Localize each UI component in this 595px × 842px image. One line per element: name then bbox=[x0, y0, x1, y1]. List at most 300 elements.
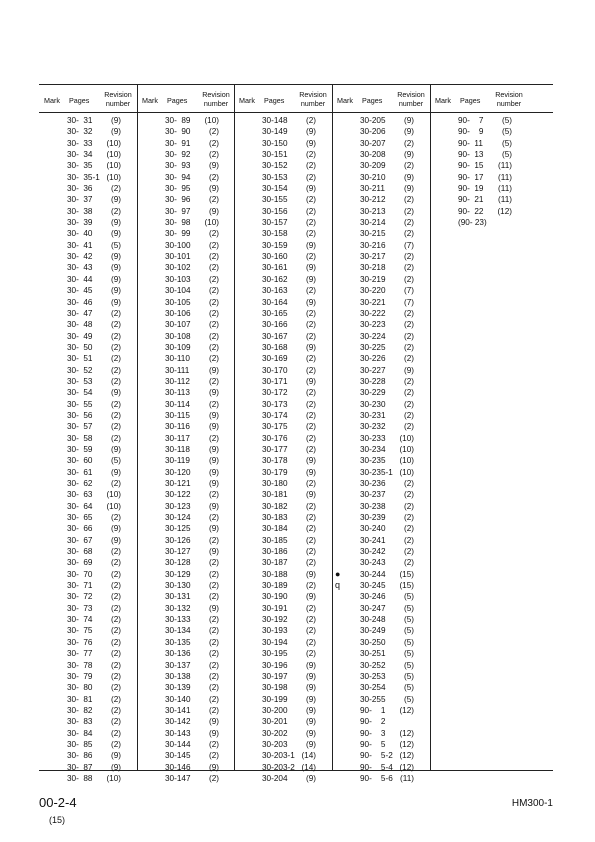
row-revision: (9) bbox=[110, 762, 121, 772]
row-revision: (5) bbox=[403, 660, 414, 670]
row-revision: (10) bbox=[106, 490, 121, 500]
row-page: 30-154 bbox=[262, 184, 288, 194]
table-row bbox=[137, 240, 235, 251]
row-page: 30-195 bbox=[262, 649, 288, 659]
row-revision: (12) bbox=[399, 751, 414, 761]
row-page: 30-156 bbox=[262, 206, 288, 216]
row-revision: (9) bbox=[208, 365, 219, 375]
table-row bbox=[137, 433, 235, 444]
row-page: 30- 49 bbox=[67, 331, 93, 341]
table-row bbox=[234, 240, 332, 251]
table-row bbox=[39, 194, 137, 205]
table-row bbox=[39, 172, 137, 183]
row-page: 30- 99 bbox=[165, 229, 191, 239]
row-page: 30-147 bbox=[165, 773, 191, 783]
table-row bbox=[332, 728, 430, 739]
row-page: 30-230 bbox=[360, 399, 386, 409]
row-revision: (2) bbox=[403, 399, 414, 409]
row-revision: (2) bbox=[208, 376, 219, 386]
row-page: 30- 58 bbox=[67, 433, 93, 443]
row-revision: (9) bbox=[305, 184, 316, 194]
table-row bbox=[234, 183, 332, 194]
row-revision: (9) bbox=[305, 342, 316, 352]
row-revision: (9) bbox=[305, 240, 316, 250]
row-page: 30- 36 bbox=[67, 184, 93, 194]
row-revision: (2) bbox=[208, 240, 219, 250]
row-revision: (10) bbox=[204, 116, 219, 125]
table-row bbox=[332, 353, 430, 364]
row-revision: (2) bbox=[208, 354, 219, 364]
table-row bbox=[39, 750, 137, 761]
table-row bbox=[234, 194, 332, 205]
row-revision: (2) bbox=[110, 513, 121, 523]
table-row bbox=[234, 353, 332, 364]
row-page: 30-203-1 bbox=[262, 751, 295, 761]
row-revision: (2) bbox=[208, 513, 219, 523]
row-revision: (10) bbox=[106, 501, 121, 511]
table-row bbox=[137, 773, 235, 784]
table-row bbox=[137, 183, 235, 194]
row-page: 30-163 bbox=[262, 286, 288, 296]
table-row bbox=[137, 546, 235, 557]
row-revision: (2) bbox=[305, 513, 316, 523]
row-page: 30-151 bbox=[262, 150, 288, 160]
table-row bbox=[39, 297, 137, 308]
row-revision: (2) bbox=[208, 683, 219, 693]
table-row bbox=[234, 557, 332, 568]
table-row bbox=[234, 285, 332, 296]
table-row bbox=[39, 444, 137, 455]
row-page: 30-241 bbox=[360, 535, 386, 545]
row-page: 30-142 bbox=[165, 717, 191, 727]
row-revision: (2) bbox=[403, 320, 414, 330]
row-page: 90- 22 bbox=[458, 206, 484, 216]
row-revision: (9) bbox=[110, 297, 121, 307]
table-row bbox=[137, 217, 235, 228]
row-page: 30- 60 bbox=[67, 456, 93, 466]
table-row bbox=[234, 251, 332, 262]
row-revision: (2) bbox=[403, 342, 414, 352]
row-revision: (2) bbox=[208, 433, 219, 443]
row-revision: (9) bbox=[208, 603, 219, 613]
table-row bbox=[39, 728, 137, 739]
row-revision: (10) bbox=[399, 433, 414, 443]
row-revision: (2) bbox=[110, 342, 121, 352]
row-page: 30- 76 bbox=[67, 637, 93, 647]
row-revision: (5) bbox=[501, 127, 512, 137]
row-revision: (2) bbox=[305, 649, 316, 659]
row-page: 30-148 bbox=[262, 116, 288, 125]
table-row bbox=[332, 149, 430, 160]
row-revision: (9) bbox=[305, 717, 316, 727]
row-revision: (2) bbox=[305, 286, 316, 296]
table-row bbox=[332, 762, 430, 773]
row-page: 90- 7 bbox=[458, 116, 484, 125]
row-revision: (2) bbox=[208, 399, 219, 409]
table-row bbox=[137, 467, 235, 478]
row-page: 30-201 bbox=[262, 717, 288, 727]
row-revision: (2) bbox=[208, 569, 219, 579]
row-page: 30-137 bbox=[165, 660, 191, 670]
row-revision: (2) bbox=[403, 524, 414, 534]
table-row bbox=[39, 512, 137, 523]
table-row bbox=[332, 535, 430, 546]
row-revision: (10) bbox=[204, 218, 219, 228]
row-page: 30-178 bbox=[262, 456, 288, 466]
row-page: 30-184 bbox=[262, 524, 288, 534]
row-revision: (2) bbox=[403, 252, 414, 262]
table-row bbox=[137, 705, 235, 716]
row-page: 30- 68 bbox=[67, 547, 93, 557]
table-row bbox=[137, 591, 235, 602]
row-page: 30- 35 bbox=[67, 161, 93, 171]
table-row bbox=[137, 228, 235, 239]
row-revision: (2) bbox=[403, 513, 414, 523]
row-revision: (2) bbox=[110, 184, 121, 194]
table-row bbox=[137, 274, 235, 285]
row-revision: (9) bbox=[305, 569, 316, 579]
row-page: 30-255 bbox=[360, 694, 386, 704]
row-page: 30-129 bbox=[165, 569, 191, 579]
row-revision: (9) bbox=[110, 467, 121, 477]
table-row bbox=[137, 342, 235, 353]
row-revision: (9) bbox=[305, 728, 316, 738]
row-page: 30-228 bbox=[360, 376, 386, 386]
row-revision: (2) bbox=[403, 161, 414, 171]
row-page: 30-220 bbox=[360, 286, 386, 296]
row-revision: (2) bbox=[305, 252, 316, 262]
row-revision: (2) bbox=[208, 626, 219, 636]
row-page: 30- 35-1 bbox=[67, 172, 100, 182]
row-page: 30-183 bbox=[262, 513, 288, 523]
row-page: 30- 82 bbox=[67, 705, 93, 715]
row-page: 30-157 bbox=[262, 218, 288, 228]
row-revision: (2) bbox=[110, 422, 121, 432]
table-row bbox=[234, 399, 332, 410]
row-page: 30-229 bbox=[360, 388, 386, 398]
row-page: 30- 48 bbox=[67, 320, 93, 330]
row-page: 30-252 bbox=[360, 660, 386, 670]
row-page: 30- 65 bbox=[67, 513, 93, 523]
row-page: 30-126 bbox=[165, 535, 191, 545]
row-page: 30- 95 bbox=[165, 184, 191, 194]
table-row bbox=[234, 603, 332, 614]
row-page: 30-140 bbox=[165, 694, 191, 704]
table-row bbox=[137, 580, 235, 591]
footer-page-revision: (15) bbox=[49, 815, 66, 825]
table-row bbox=[332, 569, 430, 580]
table-row bbox=[39, 535, 137, 546]
row-page: 30- 78 bbox=[67, 660, 93, 670]
column-header bbox=[39, 84, 137, 112]
table-row bbox=[332, 557, 430, 568]
row-revision: (5) bbox=[403, 615, 414, 625]
table-row bbox=[234, 478, 332, 489]
row-revision: (5) bbox=[403, 683, 414, 693]
row-page: 30-226 bbox=[360, 354, 386, 364]
row-page: 30- 33 bbox=[67, 138, 93, 148]
row-page: 30-207 bbox=[360, 138, 386, 148]
row-revision: (9) bbox=[208, 479, 219, 488]
table-row bbox=[137, 762, 235, 773]
row-page: 30-174 bbox=[262, 410, 288, 420]
table-row bbox=[332, 467, 430, 478]
table-row bbox=[234, 308, 332, 319]
row-revision: (5) bbox=[501, 150, 512, 160]
header-revision-number: Revision number bbox=[397, 90, 425, 108]
table-row bbox=[234, 115, 332, 126]
row-revision: (9) bbox=[208, 547, 219, 557]
row-revision: (9) bbox=[208, 206, 219, 216]
row-page: 30- 40 bbox=[67, 229, 93, 239]
table-row bbox=[234, 331, 332, 342]
row-revision: (2) bbox=[110, 603, 121, 613]
row-page: 30-223 bbox=[360, 320, 386, 330]
row-revision: (2) bbox=[208, 660, 219, 670]
row-page: 30- 87 bbox=[67, 762, 93, 772]
table-row bbox=[332, 172, 430, 183]
row-revision: (2) bbox=[110, 615, 121, 625]
row-revision: (9) bbox=[208, 388, 219, 398]
row-revision: (12) bbox=[399, 705, 414, 715]
table-row bbox=[332, 228, 430, 239]
row-revision: (9) bbox=[305, 773, 316, 783]
row-revision: (9) bbox=[305, 274, 316, 284]
table-row bbox=[234, 444, 332, 455]
row-revision: (2) bbox=[305, 161, 316, 171]
row-revision: (5) bbox=[403, 694, 414, 704]
header-mark: Mark bbox=[142, 96, 158, 105]
table-row bbox=[332, 648, 430, 659]
row-revision: (2) bbox=[208, 331, 219, 341]
table-row bbox=[137, 262, 235, 273]
table-column bbox=[332, 84, 430, 784]
table-row bbox=[39, 331, 137, 342]
table-row bbox=[332, 115, 430, 126]
row-page: 30- 50 bbox=[67, 342, 93, 352]
table-row bbox=[332, 478, 430, 489]
header-mark: Mark bbox=[44, 96, 60, 105]
row-page: 30-186 bbox=[262, 547, 288, 557]
row-revision: (2) bbox=[208, 773, 219, 783]
table-row bbox=[137, 637, 235, 648]
table-row bbox=[332, 240, 430, 251]
row-page: 30- 84 bbox=[67, 728, 93, 738]
row-revision: (2) bbox=[305, 308, 316, 318]
row-revision: (2) bbox=[110, 581, 121, 591]
table-row bbox=[234, 387, 332, 398]
row-page: 30-233 bbox=[360, 433, 386, 443]
row-page: 30-107 bbox=[165, 320, 191, 330]
row-page: 30-194 bbox=[262, 637, 288, 647]
table-row bbox=[430, 115, 528, 126]
row-revision: (2) bbox=[403, 354, 414, 364]
row-revision: (9) bbox=[305, 705, 316, 715]
table-row bbox=[332, 274, 430, 285]
row-revision: (9) bbox=[403, 172, 414, 182]
table-row bbox=[234, 376, 332, 387]
row-page: 30-177 bbox=[262, 444, 288, 454]
table-row bbox=[332, 342, 430, 353]
row-page: 30-200 bbox=[262, 705, 288, 715]
row-revision: (2) bbox=[403, 218, 414, 228]
row-page: 90- 2 bbox=[360, 717, 386, 727]
table-row bbox=[39, 319, 137, 330]
table-row bbox=[137, 387, 235, 398]
row-revision: (10) bbox=[399, 444, 414, 454]
row-revision: (5) bbox=[403, 671, 414, 681]
row-revision: (2) bbox=[208, 195, 219, 205]
row-revision: (9) bbox=[305, 592, 316, 602]
table-row bbox=[332, 308, 430, 319]
row-revision: (2) bbox=[305, 524, 316, 534]
row-revision: (14) bbox=[301, 751, 316, 761]
row-revision: (9) bbox=[208, 762, 219, 772]
table-row bbox=[137, 444, 235, 455]
row-page: 30-134 bbox=[165, 626, 191, 636]
row-page: 30-133 bbox=[165, 615, 191, 625]
table-row bbox=[234, 297, 332, 308]
table-row bbox=[39, 671, 137, 682]
row-page: 30- 70 bbox=[67, 569, 93, 579]
row-page: 30-130 bbox=[165, 581, 191, 591]
table-row bbox=[234, 535, 332, 546]
row-revision: (2) bbox=[208, 739, 219, 749]
row-page: 30- 67 bbox=[67, 535, 93, 545]
row-page: 30-109 bbox=[165, 342, 191, 352]
table-row bbox=[137, 251, 235, 262]
table-row bbox=[137, 455, 235, 466]
row-page: 30- 98 bbox=[165, 218, 191, 228]
table-row bbox=[234, 138, 332, 149]
row-page: 30- 57 bbox=[67, 422, 93, 432]
row-page: 30-198 bbox=[262, 683, 288, 693]
row-page: 30- 88 bbox=[67, 773, 93, 783]
row-revision: (9) bbox=[305, 660, 316, 670]
table-row bbox=[234, 262, 332, 273]
header-pages: Pages bbox=[264, 96, 285, 105]
row-page: 30-202 bbox=[262, 728, 288, 738]
row-revision: (2) bbox=[208, 127, 219, 137]
table-row bbox=[234, 591, 332, 602]
table-row bbox=[39, 637, 137, 648]
table-row bbox=[39, 557, 137, 568]
row-revision: (9) bbox=[208, 728, 219, 738]
table-row bbox=[332, 501, 430, 512]
table-row bbox=[234, 274, 332, 285]
table-row bbox=[137, 399, 235, 410]
table-row bbox=[137, 557, 235, 568]
row-revision: (2) bbox=[110, 376, 121, 386]
table-row bbox=[234, 569, 332, 580]
table-row bbox=[234, 319, 332, 330]
table-row bbox=[137, 160, 235, 171]
row-revision: (2) bbox=[110, 739, 121, 749]
row-page: 30- 46 bbox=[67, 297, 93, 307]
row-page: 30- 97 bbox=[165, 206, 191, 216]
row-page: 30-119 bbox=[165, 456, 190, 466]
row-revision: (9) bbox=[305, 138, 316, 148]
row-revision: (2) bbox=[208, 308, 219, 318]
row-revision: (2) bbox=[305, 422, 316, 432]
row-page: 30-208 bbox=[360, 150, 386, 160]
row-page: 30-211 bbox=[360, 184, 385, 194]
row-revision: (9) bbox=[110, 218, 121, 228]
row-page: 30-173 bbox=[262, 399, 288, 409]
row-page: 30-155 bbox=[262, 195, 288, 205]
row-revision: (9) bbox=[403, 116, 414, 125]
row-mark: q bbox=[335, 580, 341, 591]
header-mark: Mark bbox=[435, 96, 451, 105]
table-row bbox=[234, 705, 332, 716]
row-revision: (2) bbox=[208, 649, 219, 659]
row-page: 30-243 bbox=[360, 558, 386, 568]
table-row bbox=[234, 762, 332, 773]
row-revision: (5) bbox=[403, 603, 414, 613]
table-row bbox=[234, 671, 332, 682]
table-row bbox=[332, 433, 430, 444]
row-page: 30-153 bbox=[262, 172, 288, 182]
header-revision-number: Revision number bbox=[202, 90, 230, 108]
table-row bbox=[137, 353, 235, 364]
table-row bbox=[137, 535, 235, 546]
table-row bbox=[332, 694, 430, 705]
row-page: 30-150 bbox=[262, 138, 288, 148]
table-row bbox=[332, 682, 430, 693]
table-row bbox=[137, 285, 235, 296]
table-row bbox=[39, 625, 137, 636]
row-page: 30-236 bbox=[360, 479, 386, 488]
row-page: 30-141 bbox=[165, 705, 191, 715]
row-revision: (2) bbox=[208, 297, 219, 307]
table-row bbox=[39, 240, 137, 251]
table-row bbox=[39, 387, 137, 398]
table-row bbox=[234, 410, 332, 421]
row-page: 30-239 bbox=[360, 513, 386, 523]
row-page: 30-103 bbox=[165, 274, 191, 284]
row-page: 30-125 bbox=[165, 524, 191, 534]
table-row bbox=[234, 228, 332, 239]
row-page: 30- 89 bbox=[165, 116, 191, 125]
table-row bbox=[332, 591, 430, 602]
row-page: 30- 69 bbox=[67, 558, 93, 568]
row-revision: (2) bbox=[305, 206, 316, 216]
header-pages: Pages bbox=[362, 96, 383, 105]
table-row bbox=[137, 739, 235, 750]
row-page: 30-162 bbox=[262, 274, 288, 284]
row-page: 90- 3 bbox=[360, 728, 386, 738]
row-page: 30-189 bbox=[262, 581, 288, 591]
table-row bbox=[39, 694, 137, 705]
row-page: 30- 80 bbox=[67, 683, 93, 693]
row-page: 30-159 bbox=[262, 240, 288, 250]
table-row bbox=[39, 648, 137, 659]
row-revision: (9) bbox=[110, 535, 121, 545]
row-revision: (2) bbox=[110, 479, 121, 488]
row-page: 30-242 bbox=[360, 547, 386, 557]
row-revision: (2) bbox=[305, 410, 316, 420]
row-revision: (2) bbox=[305, 615, 316, 625]
row-page: 30-117 bbox=[165, 433, 190, 443]
table-row bbox=[234, 455, 332, 466]
header-pages: Pages bbox=[167, 96, 188, 105]
table-row bbox=[332, 512, 430, 523]
table-row bbox=[137, 149, 235, 160]
row-page: 30-215 bbox=[360, 229, 386, 239]
table-row bbox=[234, 637, 332, 648]
header-mark: Mark bbox=[239, 96, 255, 105]
table-row bbox=[39, 489, 137, 500]
